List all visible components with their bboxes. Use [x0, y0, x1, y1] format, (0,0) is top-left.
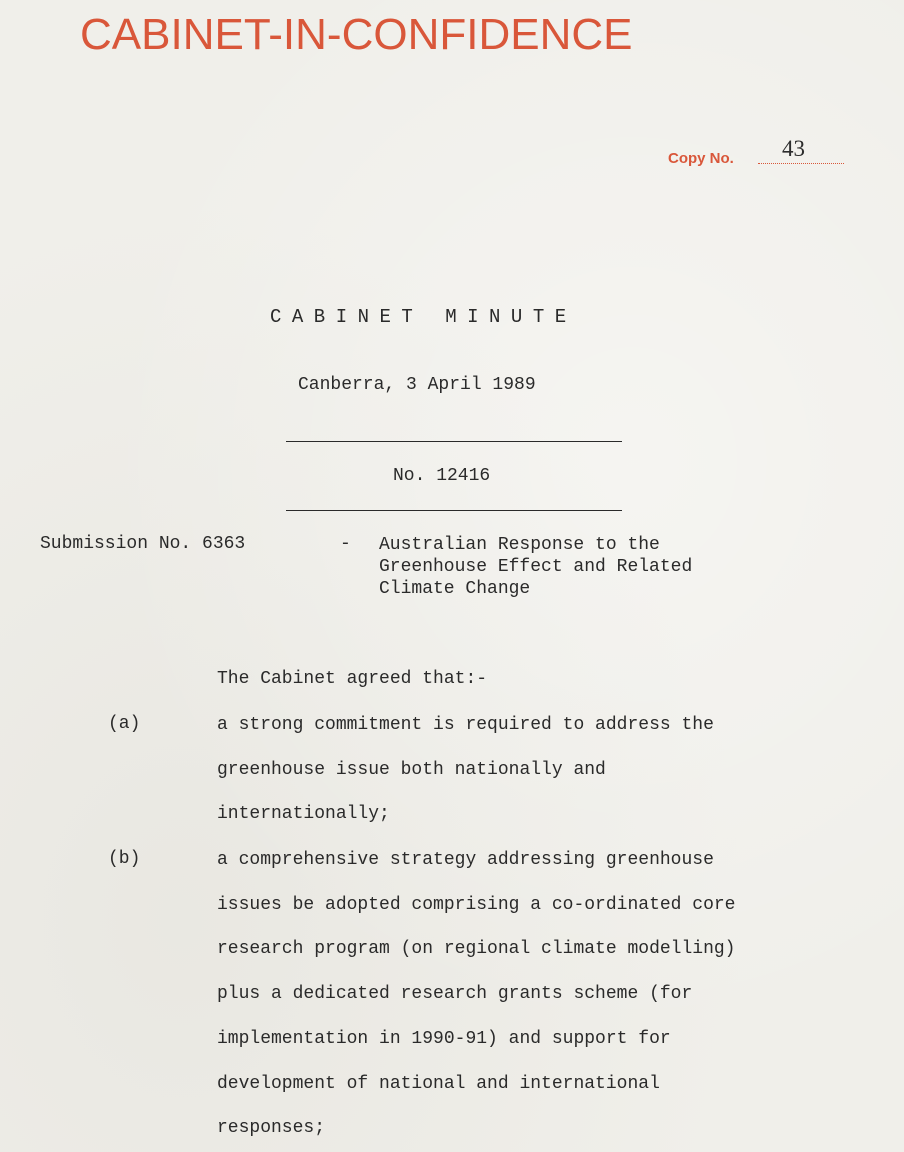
decision-intro: The Cabinet agreed that:-	[217, 669, 488, 689]
submission-title-line: Australian Response to the	[379, 535, 660, 555]
copy-number: 43	[782, 136, 805, 161]
document-heading: CABINET MINUTE	[270, 306, 577, 328]
submission-title-line: Climate Change	[379, 579, 531, 599]
item-line: implementation in 1990-91) and support for	[217, 1028, 671, 1049]
item-line: internationally;	[217, 804, 390, 825]
classification-stamp: CABINET-IN-CONFIDENCE	[80, 10, 633, 59]
minute-number: No. 12416	[393, 466, 491, 486]
item-line: a strong commitment is required to address the	[217, 715, 714, 735]
dateline: Canberra, 3 April 1989	[298, 375, 536, 395]
item-line: plus a dedicated research grants scheme (for	[217, 984, 693, 1005]
copy-underline	[758, 163, 844, 164]
submission-title-line: Greenhouse Effect and Related	[379, 557, 693, 577]
item-label-b: (b)	[108, 849, 141, 869]
item-text-b	[217, 838, 735, 1151]
copy-label: Copy No.	[668, 150, 734, 167]
divider-bottom	[286, 510, 622, 511]
submission-number: Submission No. 6363	[40, 534, 246, 554]
item-line: issues be adopted comprising a co-ordinated core	[217, 894, 736, 915]
item-line: development of national and international	[217, 1073, 660, 1094]
item-label-a: (a)	[108, 714, 141, 734]
item-text-a	[217, 703, 714, 837]
item-line: a comprehensive strategy addressing greenhouse	[217, 850, 714, 870]
submission-title	[379, 534, 692, 600]
item-line: responses;	[217, 1118, 326, 1139]
item-line: research program (on regional climate modelling)	[217, 939, 736, 960]
divider-top	[286, 441, 622, 442]
copy-number-field	[668, 136, 848, 168]
submission-separator: -	[340, 534, 351, 554]
item-line: greenhouse issue both nationally and	[217, 759, 606, 780]
